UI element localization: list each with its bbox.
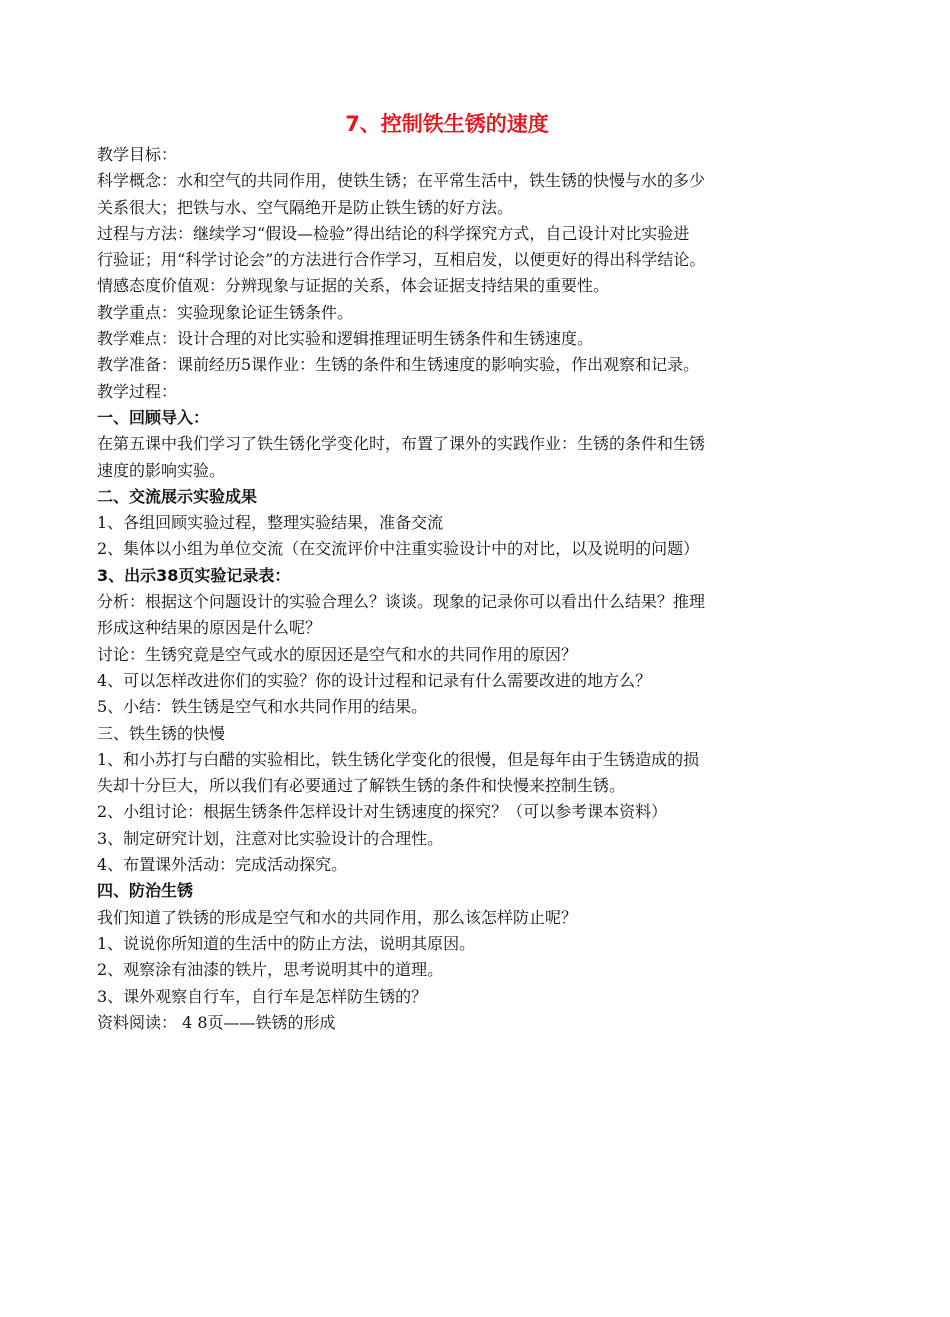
paragraph-line: 5、小结：铁生锈是空气和水共同作用的结果。 — [97, 697, 428, 717]
paragraph-line: 情感态度价值观：分辨现象与证据的关系，体会证据支持结果的重要性。 — [97, 276, 610, 296]
paragraph-line: 分析：根据这个问题设计的实验合理么？谈谈。现象的记录你可以看出什么结果？推理 — [97, 592, 706, 612]
paragraph-line: 行验证；用“科学讨论会”的方法进行合作学习，互相启发，以便更好的得出科学结论。 — [97, 250, 706, 270]
paragraph-line: 3、制定研究计划，注意对比实验设计的合理性。 — [97, 828, 444, 848]
paragraph-line: 关系很大；把铁与水、空气隔绝开是防止铁生锈的好方法。 — [97, 197, 514, 217]
document-title: 7、控制铁生锈的速度 — [345, 112, 549, 136]
paragraph-line: 4、可以怎样改进你们的实验？你的设计过程和记录有什么需要改进的地方么？ — [97, 670, 652, 690]
paragraph-line: 2、小组讨论：根据生锈条件怎样设计对生锈速度的探究？（可以参考课本资料） — [97, 802, 668, 822]
paragraph-line: 失却十分巨大，所以我们有必要通过了解铁生锈的条件和快慢来控制生锈。 — [97, 776, 626, 796]
document-body — [97, 142, 797, 1036]
paragraph-line: 资料阅读： 4 8页——铁锈的形成 — [97, 1012, 336, 1032]
paragraph-line: 过程与方法：继续学习“假设—检验”得出结论的科学探究方式，自己设计对比实验进 — [97, 223, 690, 243]
paragraph-line: 科学概念：水和空气的共同作用，使铁生锈；在平常生活中，铁生锈的快慢与水的多少 — [97, 171, 706, 191]
paragraph-line: 教学过程： — [97, 381, 178, 401]
paragraph-line: 讨论：生锈究竟是空气或水的原因还是空气和水的共同作用的原因？ — [97, 644, 578, 664]
paragraph-line: 教学目标： — [97, 145, 178, 164]
paragraph-line: 1、和小苏打与白醋的实验相比，铁生锈化学变化的很慢，但是每年由于生锈造成的损 — [97, 749, 700, 769]
paragraph-line: 4、布置课外活动：完成活动探究。 — [97, 855, 348, 875]
paragraph-line: 教学重点：实验现象论证生锈条件。 — [97, 302, 354, 322]
section-heading: 一、回顾导入： — [97, 407, 210, 427]
section-heading: 四、防治生锈 — [97, 881, 194, 901]
paragraph-line: 2、观察涂有油漆的铁片，思考说明其中的道理。 — [97, 960, 444, 980]
paragraph-line: 1、各组回顾实验过程，整理实验结果，准备交流 — [97, 513, 444, 533]
paragraph-line: 我们知道了铁锈的形成是空气和水的共同作用，那么该怎样防止呢？ — [97, 907, 578, 927]
paragraph-line: 形成这种结果的原因是什么呢？ — [97, 618, 322, 638]
section-heading: 3、出示38页实验记录表： — [97, 565, 291, 585]
document-page — [97, 108, 797, 1036]
paragraph-line: 2、集体以小组为单位交流（在交流评价中注重实验设计中的对比，以及说明的问题） — [97, 539, 700, 559]
paragraph-line: 3、课外观察自行车，自行车是怎样防生锈的？ — [97, 986, 428, 1006]
paragraph-line: 教学准备：课前经历5课作业：生锈的条件和生锈速度的影响实验，作出观察和记录。 — [97, 355, 700, 375]
paragraph-line: 1、说说你所知道的生活中的防止方法，说明其原因。 — [97, 933, 476, 953]
section-heading: 二、交流展示实验成果 — [97, 486, 258, 506]
paragraph-line: 教学难点：设计合理的对比实验和逻辑推理证明生锈条件和生锈速度。 — [97, 329, 594, 349]
paragraph-line: 在第五课中我们学习了铁生锈化学变化时，布置了课外的实践作业：生锈的条件和生锈 — [97, 434, 706, 454]
paragraph-line: 三、铁生锈的快慢 — [97, 723, 226, 743]
paragraph-line: 速度的影响实验。 — [97, 460, 226, 480]
